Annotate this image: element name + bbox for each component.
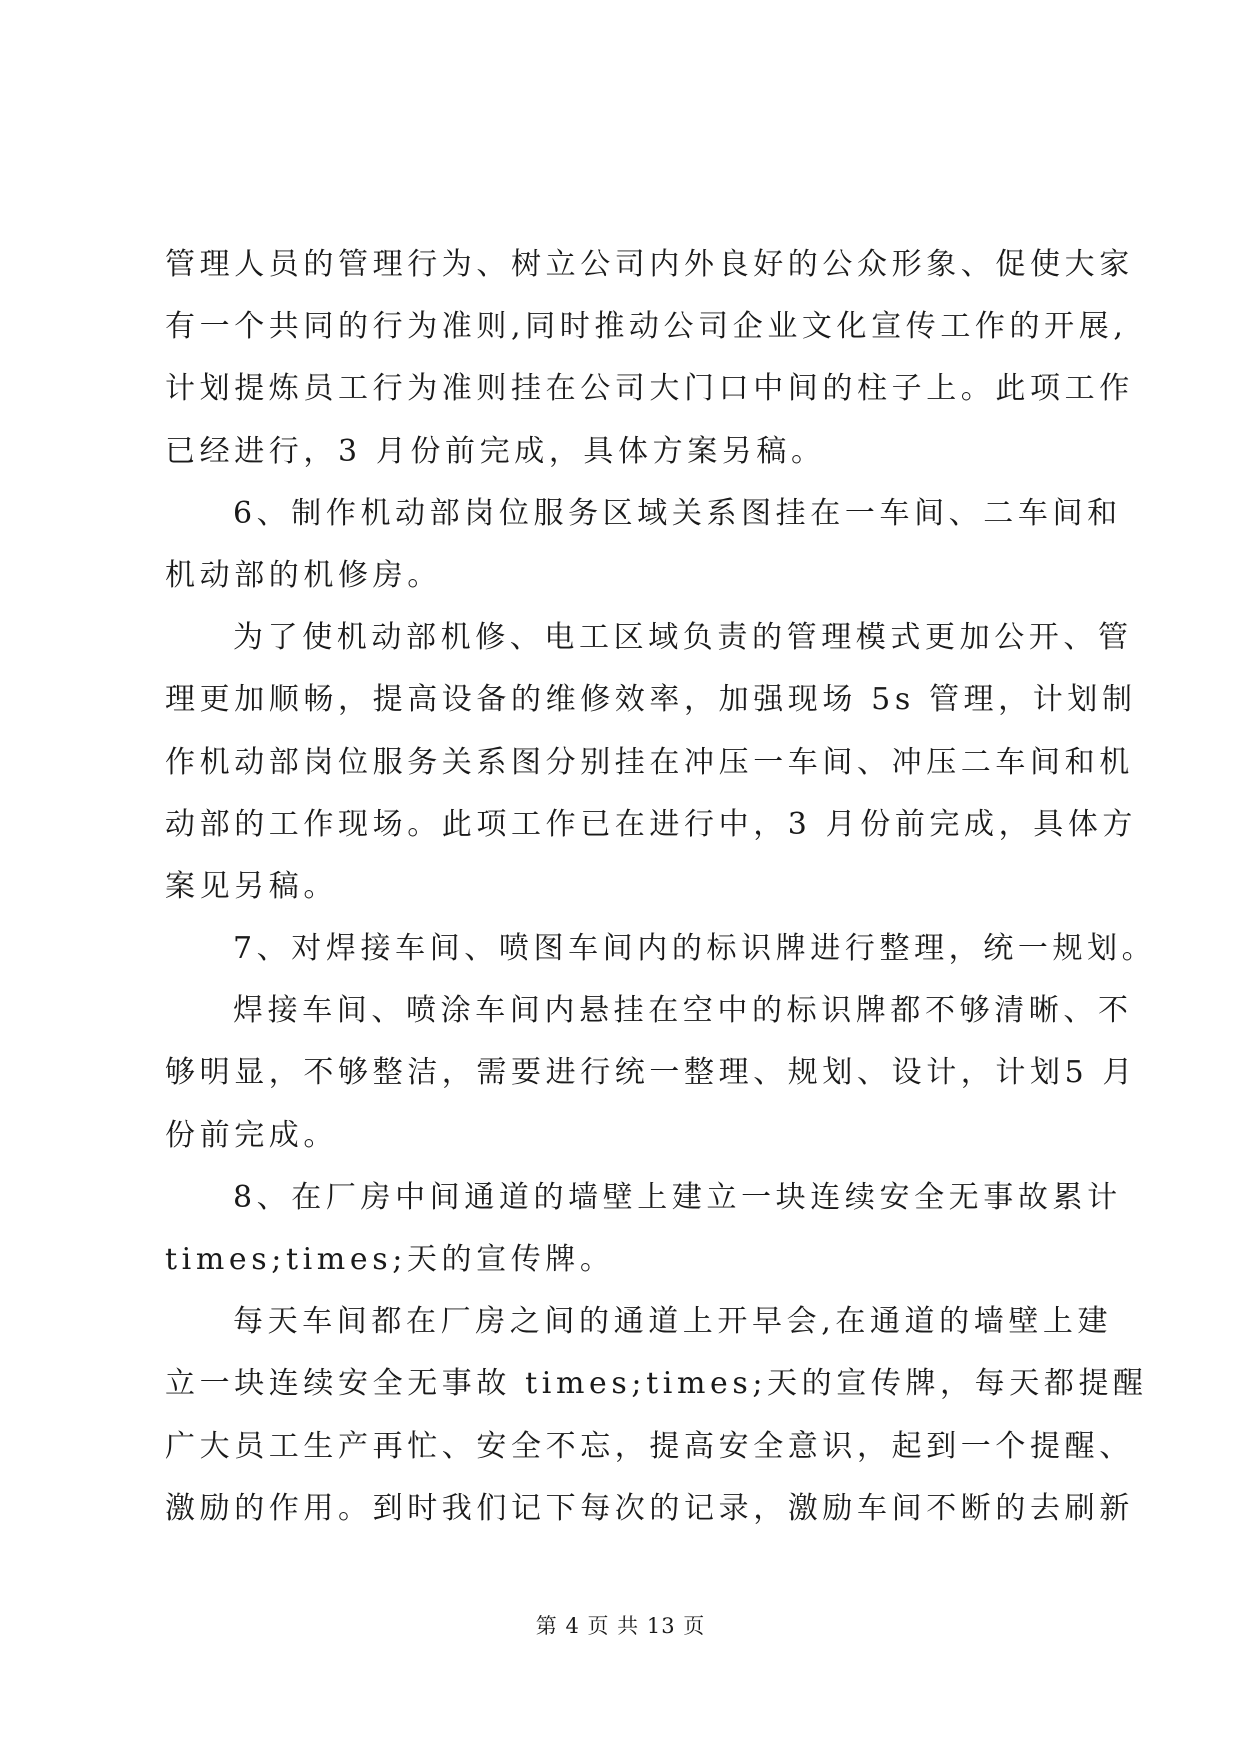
text-line: 焊接车间、喷涂车间内悬挂在空中的标识牌都不够清晰、不	[233, 993, 1133, 1029]
text-line: 广大员工生产再忙、安全不忘，提高安全意识，起到一个提醒、	[165, 1428, 1134, 1464]
text-line: 份前完成。	[165, 1117, 338, 1153]
text-line: 立一块连续安全无事故 times;times;天的宣传牌，每天都提醒	[165, 1366, 1148, 1402]
text-line: 够明显，不够整洁，需要进行统一整理、规划、设计，计划5 月	[165, 1055, 1138, 1091]
text-line: 已经进行，3 月份前完成，具体方案另稿。	[165, 433, 826, 469]
text-line: 激励的作用。到时我们记下每次的记录，激励车间不断的去刷新	[165, 1490, 1134, 1526]
text-line: 8、在厂房中间通道的墙壁上建立一块连续安全无事故累计	[233, 1179, 1122, 1215]
text-line: 有一个共同的行为准则,同时推动公司企业文化宣传工作的开展,	[165, 309, 1128, 345]
text-line: 7、对焊接车间、喷图车间内的标识牌进行整理，统一规划。	[233, 931, 1157, 967]
text-line: 每天车间都在厂房之间的通道上开早会,在通道的墙壁上建	[233, 1304, 1113, 1340]
text-line: 案见另稿。	[165, 868, 338, 904]
text-line: 计划提炼员工行为准则挂在公司大门口中间的柱子上。此项工作	[165, 371, 1134, 407]
text-line: times;times;天的宣传牌。	[165, 1242, 615, 1277]
text-line: 作机动部岗位服务关系图分别挂在冲压一车间、冲压二车间和机	[165, 744, 1134, 780]
text-line: 为了使机动部机修、电工区域负责的管理模式更加公开、管	[233, 620, 1133, 656]
body-text	[165, 234, 1157, 1540]
text-line: 动部的工作现场。此项工作已在进行中，3 月份前完成，具体方	[165, 806, 1138, 842]
text-line: 机动部的机修房。	[165, 557, 442, 593]
text-line: 管理人员的管理行为、树立公司内外良好的公众形象、促使大家	[165, 247, 1134, 282]
page-footer: 第 4 页 共 13 页	[535, 1614, 706, 1638]
text-line: 理更加顺畅，提高设备的维修效率，加强现场 5s 管理，计划制	[165, 682, 1137, 718]
text-line: 6、制作机动部岗位服务区域关系图挂在一车间、二车间和	[233, 495, 1122, 531]
